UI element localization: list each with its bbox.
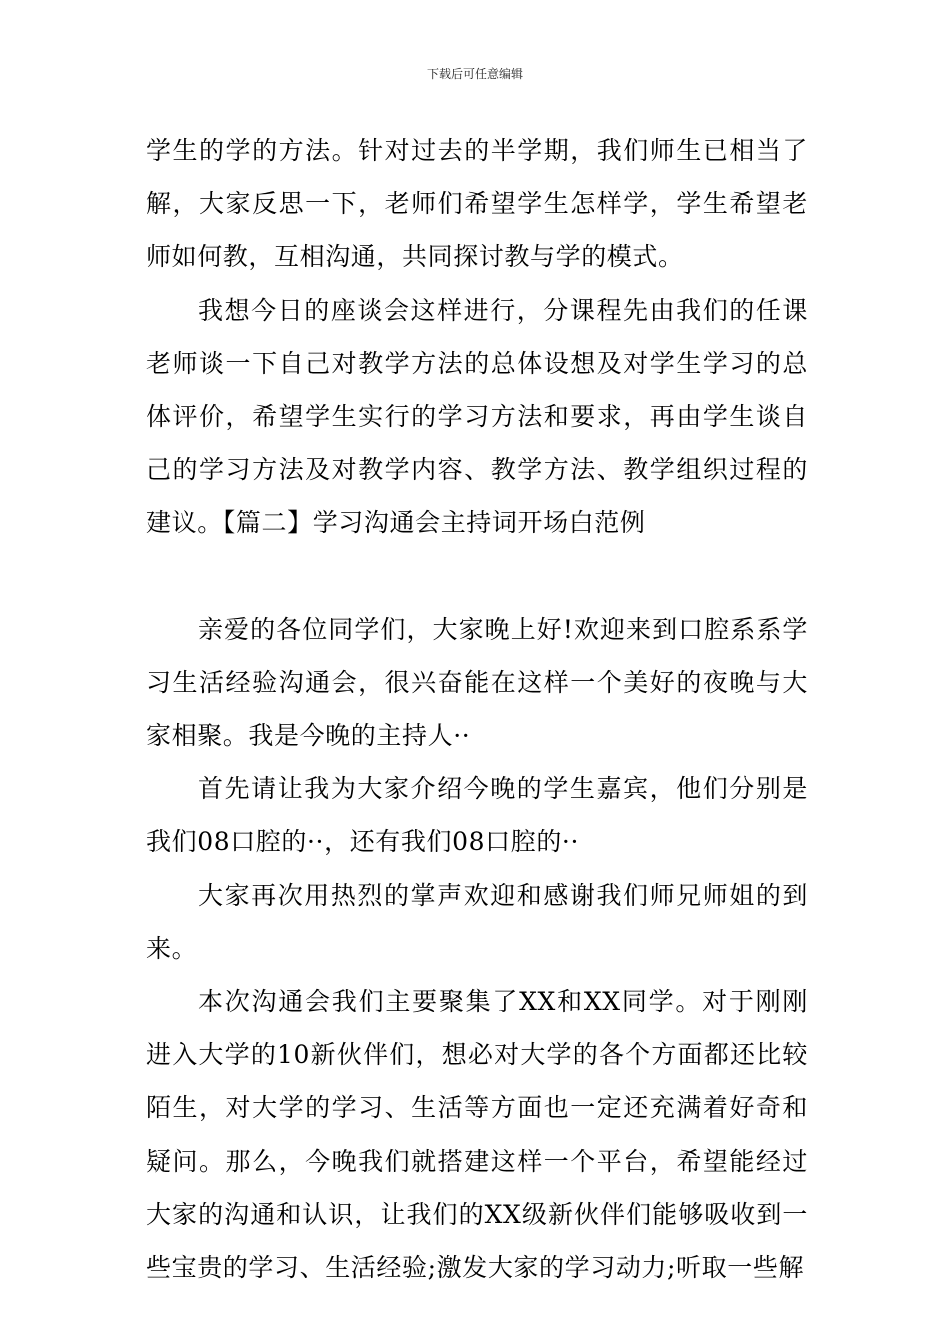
paragraph-4: 首先请让我为大家介绍今晚的学生嘉宾，他们分别是我们08口腔的··，还有我们08口腔的·· [146, 774, 808, 857]
page-header: 下载后可任意编辑 [426, 67, 523, 81]
paragraph-6: 本次沟通会我们主要聚集了XX和XX同学。对于刚刚进入大学的10新伙伴们，想必对大学的各个方面都还比较陌生，对大学的学习、生活等方面也一定还充满着好奇和疑问。那么，今晚我们就搭建这样一个平台，希望能经过大家的沟通和认识，让我们的XX级新伙伴们能够吸收到一些宝贵的学习、生活经验;激发大家的学习动力;听取一些解 [146, 987, 808, 1283]
paragraph-gap [146, 550, 808, 603]
document-body [146, 124, 808, 1294]
paragraph-2: 我想今日的座谈会这样进行，分课程先由我们的任课老师谈一下自己对教学方法的总体设想及对学生学习的总体评价，希望学生实行的学习方法和要求，再由学生谈自己的学习方法及对教学内容、教学方法、教学组织过程的建议。【篇二】学习沟通会主持词开场白范例 [146, 295, 808, 538]
paragraph-1: 学生的学的方法。针对过去的半学期，我们师生已相当了解，大家反思一下，老师们希望学生怎样学，学生希望老师如何教，互相沟通，共同探讨教与学的模式。 [146, 136, 808, 272]
paragraph-3: 亲爱的各位同学们，大家晚上好!欢迎来到口腔系系学习生活经验沟通会，很兴奋能在这样一个美好的夜晚与大家相聚。我是今晚的主持人·· [146, 614, 808, 751]
paragraph-5: 大家再次用热烈的掌声欢迎和感谢我们师兄师姐的到来。 [146, 880, 808, 963]
